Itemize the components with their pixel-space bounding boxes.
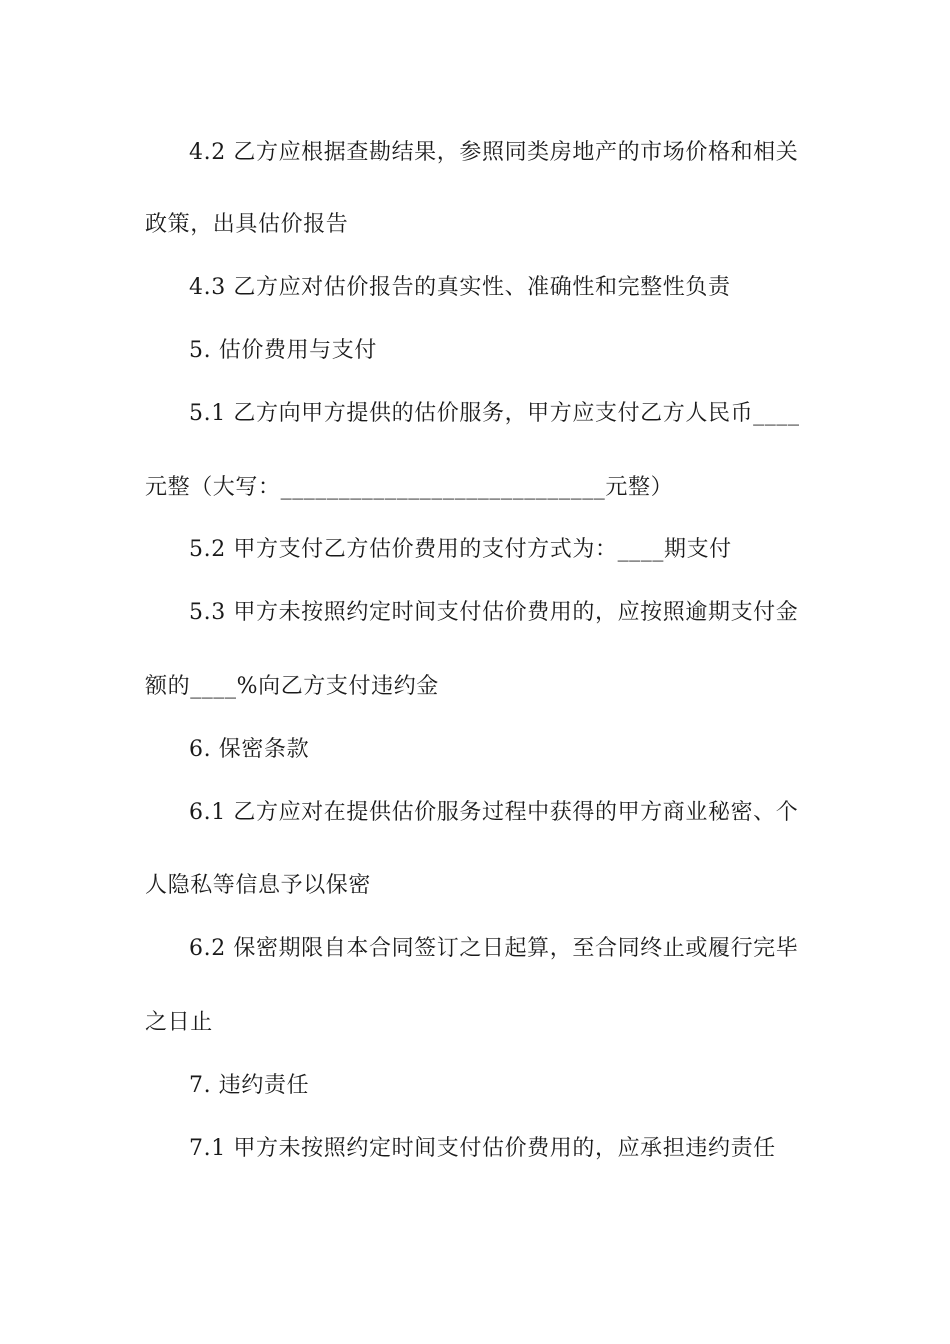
clause-6-2-line-2: 之日止	[145, 1010, 213, 1035]
section-6-heading: 6. 保密条款	[189, 737, 310, 762]
section-5-heading: 5. 估价费用与支付	[189, 338, 377, 363]
clause-4-2-line-1: 4.2 乙方应根据查勘结果，参照同类房地产的市场价格和相关	[189, 140, 799, 165]
clause-5-1-line-1: 5.1 乙方向甲方提供的估价服务，甲方应支付乙方人民币____	[189, 401, 800, 426]
clause-6-1-line-2: 人隐私等信息予以保密	[145, 873, 372, 898]
clause-5-2: 5.2 甲方支付乙方估价费用的支付方式为：____期支付	[189, 537, 732, 562]
clause-4-2-line-2: 政策，出具估价报告	[145, 212, 349, 237]
clause-5-3-line-1: 5.3 甲方未按照约定时间支付估价费用的，应按照逾期支付金	[189, 600, 799, 625]
clause-5-3-line-2: 额的____%向乙方支付违约金	[145, 674, 439, 699]
section-7-heading: 7. 违约责任	[189, 1073, 310, 1098]
clause-5-1-line-2: 元整（大写：____________________________元整）	[145, 475, 674, 500]
clause-6-1-line-1: 6.1 乙方应对在提供估价服务过程中获得的甲方商业秘密、个	[189, 800, 799, 825]
clause-7-1: 7.1 甲方未按照约定时间支付估价费用的，应承担违约责任	[189, 1136, 776, 1161]
clause-4-3: 4.3 乙方应对估价报告的真实性、准确性和完整性负责	[189, 275, 731, 300]
clause-6-2-line-1: 6.2 保密期限自本合同签订之日起算，至合同终止或履行完毕	[189, 936, 799, 961]
